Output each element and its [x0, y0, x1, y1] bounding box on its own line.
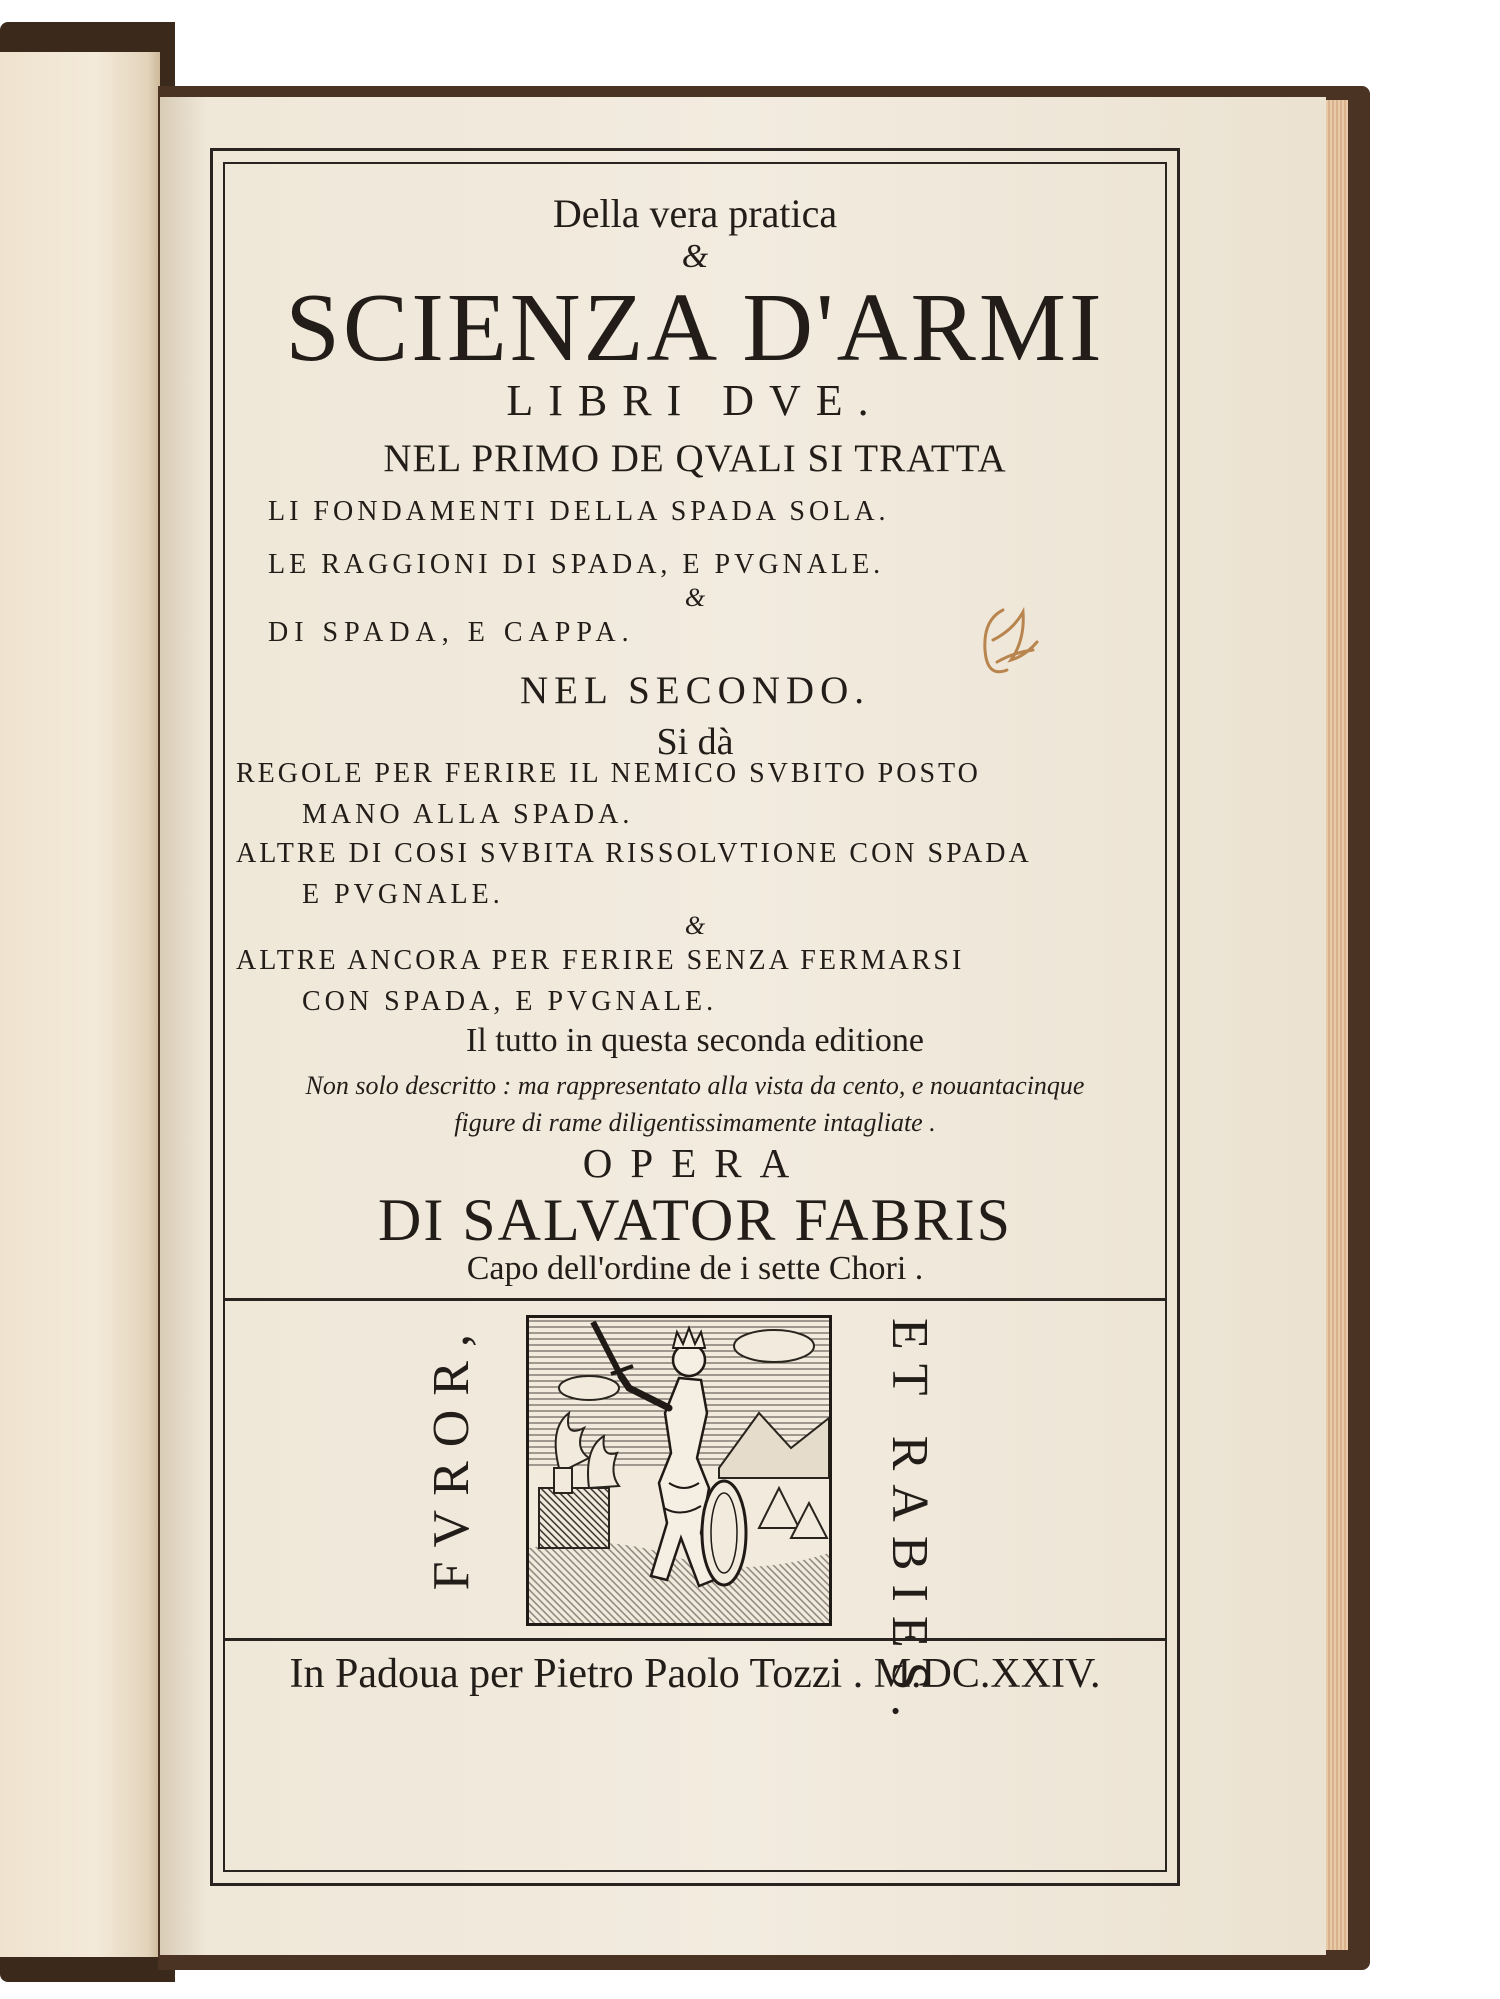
handwritten-ink-mark: [963, 600, 1045, 690]
book-title: SCIENZA D'ARMI: [285, 274, 1105, 382]
libri-line: LIBRI DVE.: [506, 376, 884, 425]
author-name: DI SALVATOR FABRIS: [378, 1187, 1012, 1253]
motto-left: FVROR,: [423, 1320, 480, 1591]
primo-item-2: LE RAGGIONI DI SPADA, E PVGNALE.: [268, 549, 885, 580]
description-line-2: figure di rame diligentissimamente intagliate .: [454, 1108, 936, 1137]
primo-item-3: DI SPADA, E CAPPA.: [268, 617, 635, 648]
description-line-1: Non solo descritto : ma rappresentato alla vista da cento, e nouantacinque: [305, 1071, 1085, 1100]
opera-line: OPERA: [582, 1140, 808, 1186]
si-da-line: Si dà: [656, 721, 734, 763]
divider-rule-top: [223, 1298, 1167, 1301]
imprint-line: In Padoua per Pietro Paolo Tozzi . M.DC.XXIV.: [289, 1651, 1101, 1697]
edition-line: Il tutto in questa seconda editione: [466, 1022, 924, 1059]
primo-heading: NEL PRIMO DE QVALI SI TRATTA: [383, 437, 1007, 480]
left-page: [0, 52, 160, 1957]
ampersand-3: &: [684, 911, 706, 940]
primo-item-1: LI FONDAMENTI DELLA SPADA SOLA.: [268, 496, 890, 527]
ampersand-2: &: [684, 583, 706, 612]
intro-line: Della vera pratica: [552, 191, 838, 236]
author-title: Capo dell'ordine de i sette Chori .: [466, 1250, 924, 1287]
secondo-item-2: MANO ALLA SPADA.: [302, 799, 634, 830]
secondo-item-6: CON SPADA, E PVGNALE.: [302, 986, 718, 1017]
secondo-heading: NEL SECONDO.: [519, 669, 871, 712]
secondo-item-3: ALTRE DI COSI SVBITA RISSOLVTIONE CON SPADA: [236, 838, 1032, 869]
divider-rule-bottom: [223, 1638, 1167, 1641]
motto-right: ET RABIES.: [881, 1318, 938, 1732]
warrior-woodcut-icon: [529, 1318, 829, 1623]
secondo-item-4: E PVGNALE.: [302, 879, 504, 910]
secondo-item-1: REGOLE PER FERIRE IL NEMICO SVBITO POSTO: [236, 758, 981, 789]
secondo-item-5: ALTRE ANCORA PER FERIRE SENZA FERMARSI: [236, 945, 965, 976]
woodcut-device: [526, 1315, 832, 1626]
ampersand-1: &: [681, 238, 709, 275]
